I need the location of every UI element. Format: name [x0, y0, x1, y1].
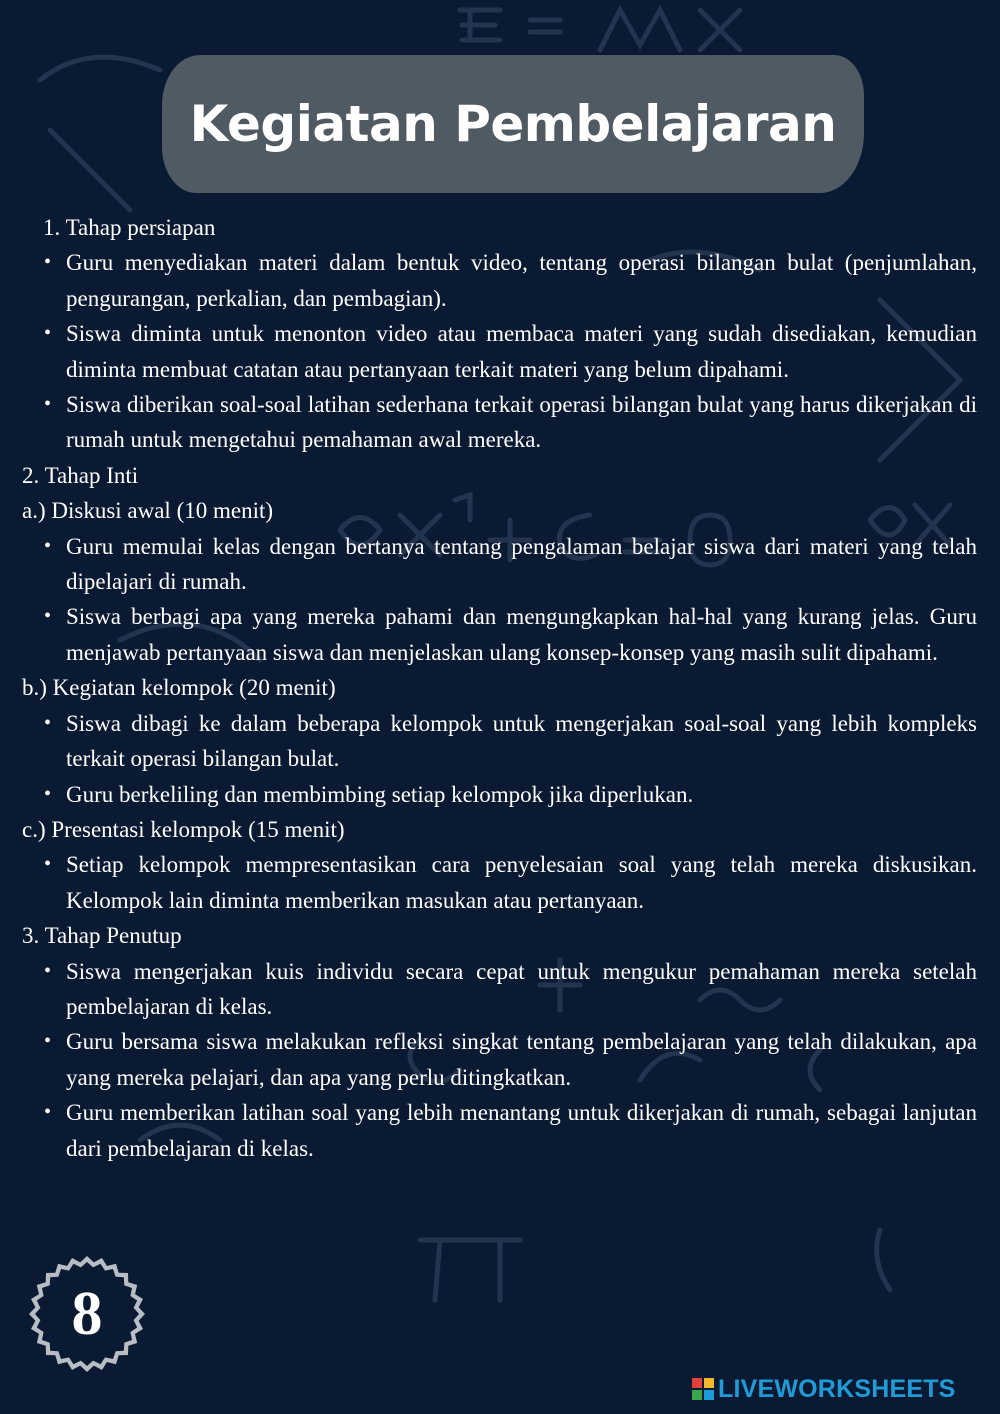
list-item: • Guru berkeliling dan membimbing setiap kelompok jika diperlukan.: [22, 777, 977, 812]
bullet-list: [22, 529, 977, 671]
list-item: • Siswa berbagi apa yang mereka pahami dan mengungkapkan hal-hal yang kurang jelas. Guru menjawab pertanyaan siswa dan menjelaskan ulang konsep-konsep yang masih sulit dipahami.: [22, 599, 977, 670]
list-item: • Guru memberikan latihan soal yang lebih menantang untuk dikerjakan di rumah, sebagai lanjutan dari pembelajaran di kelas.: [22, 1095, 977, 1166]
page-title: Kegiatan Pembelajaran: [189, 95, 837, 153]
section-heading: 2. Tahap Inti: [22, 462, 139, 488]
list-item: • Siswa diberikan soal-soal latihan sederhana terkait operasi bilangan bulat yang harus dikerjakan di rumah untuk mengetahui pemahaman awal mereka.: [22, 387, 977, 458]
title-banner: [162, 55, 864, 193]
watermark-text: LIVEWORKSHEETS: [718, 1374, 956, 1403]
lesson-content: [22, 210, 977, 1166]
list-item: • Siswa mengerjakan kuis individu secara cepat untuk mengukur pemahaman mereka setelah pembelajaran di kelas.: [22, 954, 977, 1025]
list-item: • Guru menyediakan materi dalam bentuk video, tentang operasi bilangan bulat (penjumlahan, pengurangan, perkalian, dan pembagian).: [22, 245, 977, 316]
section-heading: b.) Kegiatan kelompok (20 menit): [22, 675, 336, 701]
page-number-badge: [28, 1255, 146, 1373]
list-item: • Siswa diminta untuk menonton video atau membaca materi yang sudah disediakan, kemudian diminta membuat catatan atau pertanyaan terkait materi yang belum dipahami.: [22, 316, 977, 387]
list-item: • Setiap kelompok mempresentasikan cara penyelesaian soal yang telah mereka diskusikan. Kelompok lain diminta memberikan masukan atau pertanyaan.: [22, 847, 977, 918]
bullet-list: [22, 706, 977, 812]
section-heading: c.) Presentasi kelompok (15 menit): [22, 816, 345, 842]
liveworksheets-watermark[interactable]: [692, 1374, 956, 1404]
page-number: 8: [71, 1279, 103, 1348]
bullet-list: [22, 847, 977, 918]
section-heading: 3. Tahap Penutup: [22, 923, 182, 949]
list-item: • Guru bersama siswa melakukan refleksi singkat tentang pembelajaran yang telah dilakukan, apa yang mereka pelajari, dan apa yang perlu ditingkatkan.: [22, 1024, 977, 1095]
section-heading: 1. Tahap persiapan: [43, 215, 216, 240]
bullet-list: [22, 954, 977, 1166]
liveworksheets-logo-icon: [692, 1378, 714, 1400]
list-item: • Guru memulai kelas dengan bertanya tentang pengalaman belajar siswa dari materi yang telah dipelajari di rumah.: [22, 529, 977, 600]
list-item: • Siswa dibagi ke dalam beberapa kelompok untuk mengerjakan soal-soal yang lebih kompleks terkait operasi bilangan bulat.: [22, 706, 977, 777]
section-heading: a.) Diskusi awal (10 menit): [22, 498, 274, 524]
bullet-list: [22, 245, 977, 457]
